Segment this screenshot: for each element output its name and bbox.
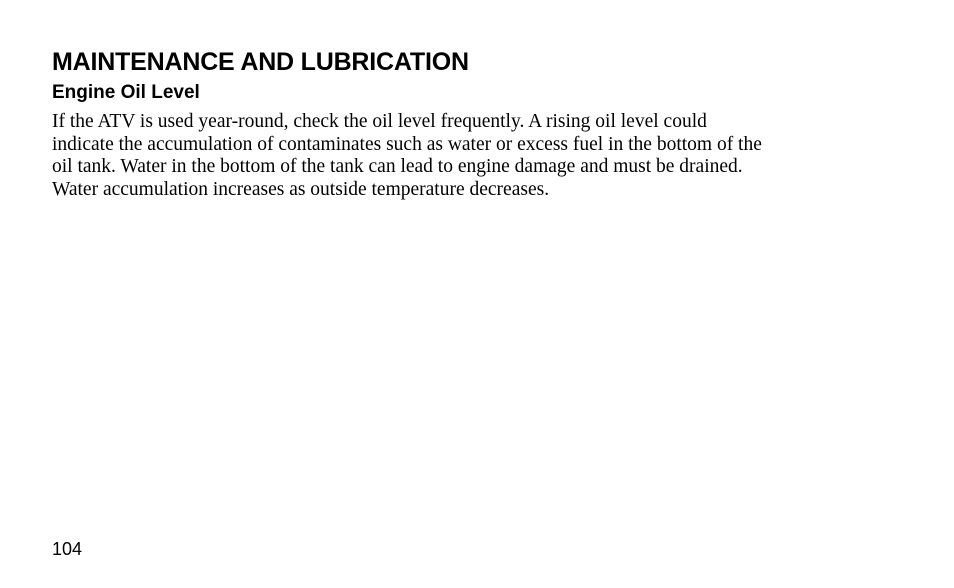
page-number: 104 [52,539,83,559]
subsection-title: Engine Oil Level [52,82,200,103]
section-title: MAINTENANCE AND LUBRICATION [52,48,469,76]
paragraph-line: indicate the accumulation of contaminates such as water or excess fuel in the bottom of the [52,133,762,155]
paragraph-line: Water accumulation increases as outside temperature decreases. [52,178,550,200]
paragraph-line: oil tank. Water in the bottom of the tank can lead to engine damage and must be drained. [52,156,743,177]
paragraph-line: If the ATV is used year-round, check the oil level frequently. A rising oil level could [52,111,707,132]
body-paragraph [52,111,892,201]
